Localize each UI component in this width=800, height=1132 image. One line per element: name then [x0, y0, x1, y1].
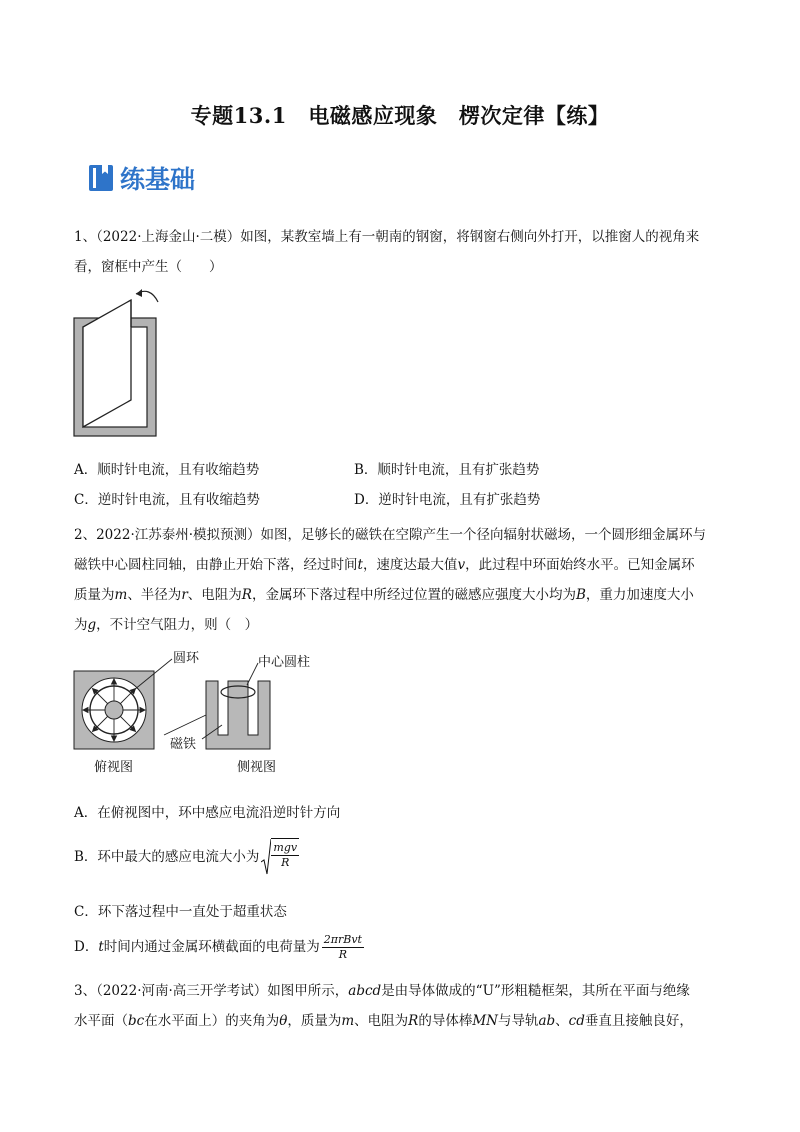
side-view-label: 侧视图 [237, 760, 277, 775]
top-view-label: 俯视图 [94, 760, 134, 775]
question-1-option-b: B．顺时针电流，且有扩张趋势 [354, 462, 540, 478]
question-2-line: 磁铁中心圆柱同轴，由静止开始下落，经过时间t，速度达最大值v，此过程中环面始终水平。已知金属环 [74, 557, 695, 573]
page-title: 专题13.1 电磁感应现象 楞次定律【练】 [190, 103, 610, 128]
sqrt-expression: $\frac{\text{mgv}}{R}$ [261, 838, 299, 876]
question-2-line: 为g，不计空气阻力，则（ ） [74, 617, 259, 633]
question-2-line: 2、2022·江苏泰州·模拟预测）如图，足够长的磁铁在空隙产生一个径向辐射状磁场，一个圆形细金属环与 [74, 527, 707, 543]
question-2-line: 质量为m、半径为r、电阻为R，金属环下落过程中所经过位置的磁感应强度大小均为B，重力加速度大小 [74, 587, 694, 603]
question-1-line: 看，窗框中产生（ ） [74, 259, 223, 275]
question-2-option-b: B．环中最大的感应电流大小为 $\frac{\text{mgv}}{R}$ [74, 838, 299, 876]
section-label: 练基础 [120, 165, 196, 194]
book-icon [88, 164, 114, 192]
window-figure [72, 282, 162, 440]
question-2-option-c: C．环下落过程中一直处于超重状态 [74, 904, 287, 920]
question-3-stem [74, 976, 736, 1036]
question-2-option-a: A．在俯视图中，环中感应电流沿逆时针方向 [74, 805, 341, 821]
magnet-label: 磁铁 [170, 737, 197, 752]
charge-fraction: $\frac{\text{2πrBvt}}{R}$ [323, 932, 362, 961]
question-1-option-c: C．逆时针电流，且有收缩趋势 [74, 492, 260, 508]
top-view-diagram [74, 659, 172, 749]
section-header [88, 158, 195, 198]
ring-label: 圆环 [173, 651, 200, 666]
question-3-line: 水平面（bc在水平面上）的夹角为θ，质量为m、电阻为R的导体棒MN与导轨ab、cd垂直且接触良好， [74, 1013, 693, 1029]
center-column-label: 中心圆柱 [258, 655, 311, 670]
question-1-stem [74, 222, 736, 282]
question-2-option-d: D． t 时间内通过金属环横截面的电荷量为 $\frac{\text{2πrBvt}}{R}$ [74, 932, 362, 961]
question-3-line: 3、（2022·河南·高三开学考试）如图甲所示，abcd是由导体做成的“U”形粗糙框架，其所在平面与绝缘 [74, 983, 690, 999]
question-1-line: 1、（2022·上海金山·二模）如图，某教室墙上有一朝南的钢窗，将钢窗右侧向外打开，以推窗人的视角来 [74, 229, 700, 245]
question-1-option-d: D．逆时针电流，且有扩张趋势 [354, 492, 541, 508]
question-2-stem [74, 520, 736, 640]
question-1-option-a: A．顺时针电流，且有收缩趋势 [74, 462, 260, 478]
